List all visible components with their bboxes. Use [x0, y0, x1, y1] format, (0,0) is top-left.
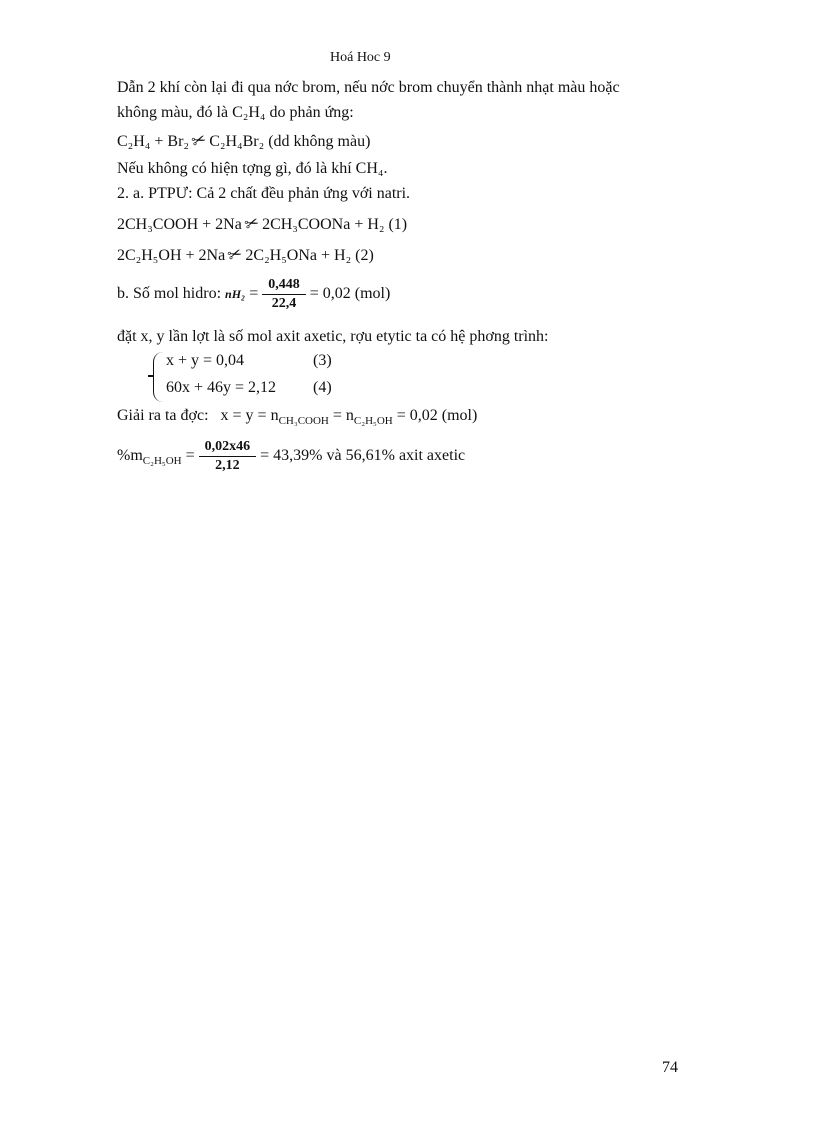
equation-left: 2C₂H₅OH + 2Na	[117, 247, 226, 264]
equation-left: 2CH₃COOH + 2Na	[117, 216, 242, 233]
moles-hydrogen: b. Số mol hidro: nH₂ = $\frac{0,448}{22,4}$ = 0,02 (mol)	[117, 276, 391, 311]
page-header: Hoá Hoc 9	[330, 50, 391, 65]
equation-left: C₂H₄ + Br₂	[117, 133, 189, 150]
scissors-arrow-icon: ✂	[225, 243, 246, 267]
solve-expr: = n	[328, 407, 354, 424]
fraction	[262, 276, 306, 313]
solve-expr: x = y = n	[220, 407, 279, 424]
subscript: C₂H₅OH	[142, 455, 182, 467]
subscript: CH₃COOH	[278, 415, 329, 427]
text-line: Dẫn 2 khí còn lại đi qua nớc brom, nếu nớc brom chuyển thành nhạt màu hoặc	[117, 79, 620, 96]
pct-eq: =	[181, 447, 195, 464]
pct-label: %m	[117, 447, 143, 464]
equation-right: 2CH₃COONa + H₂ (1)	[262, 216, 408, 233]
scissors-arrow-icon: ✂	[188, 129, 210, 153]
system-brace	[153, 352, 164, 402]
fraction	[199, 438, 257, 475]
b-label: b. Số mol hidro:	[117, 285, 222, 302]
result: = 43,39% và 56,61% axit axetic	[260, 447, 466, 464]
scissors-arrow-icon: ✂	[241, 212, 263, 236]
page-number: 74	[662, 1059, 678, 1076]
nh2-symbol: nH₂	[225, 287, 246, 301]
system-tag-1: (3)	[313, 352, 332, 369]
result: = 0,02 (mol)	[309, 285, 391, 302]
system-brace-tip	[148, 375, 154, 377]
subscript: C₂H₅OH	[353, 415, 393, 427]
solve-expr: = 0,02 (mol)	[392, 407, 478, 424]
solve-label: Giải ra ta đợc:	[117, 407, 209, 424]
percent-line	[117, 436, 465, 481]
denominator: 22,4	[271, 295, 297, 311]
text-line: 2. a. PTPƯ: Cả 2 chất đều phản ứng với natri.	[117, 185, 411, 202]
numerator: 0,02x46	[199, 438, 257, 457]
system-eq-2: 60x + 46y = 2,12	[166, 379, 277, 396]
equation-right: 2C₂H₅ONa + H₂ (2)	[245, 247, 374, 264]
system-eq-1: x + y = 0,04	[166, 352, 245, 369]
equation-1	[117, 131, 370, 152]
solution-line	[117, 406, 477, 431]
text-line: Nếu không có hiện tợng gì, đó là khí CH₄.	[117, 160, 388, 177]
denominator: 2,12	[215, 457, 240, 473]
text-line: không màu, đó là C₂H₄ do phản ứng:	[117, 104, 354, 121]
equation-3	[117, 245, 374, 266]
equation-right: C₂H₄Br₂ (dd không màu)	[209, 133, 371, 150]
numerator: 0,448	[262, 276, 306, 295]
system-tag-2: (4)	[313, 379, 332, 396]
text-line: đặt x, y lần lợt là số mol axit axetic, rợu etytic ta có hệ phơng trình:	[117, 328, 549, 345]
equation-2	[117, 214, 407, 235]
